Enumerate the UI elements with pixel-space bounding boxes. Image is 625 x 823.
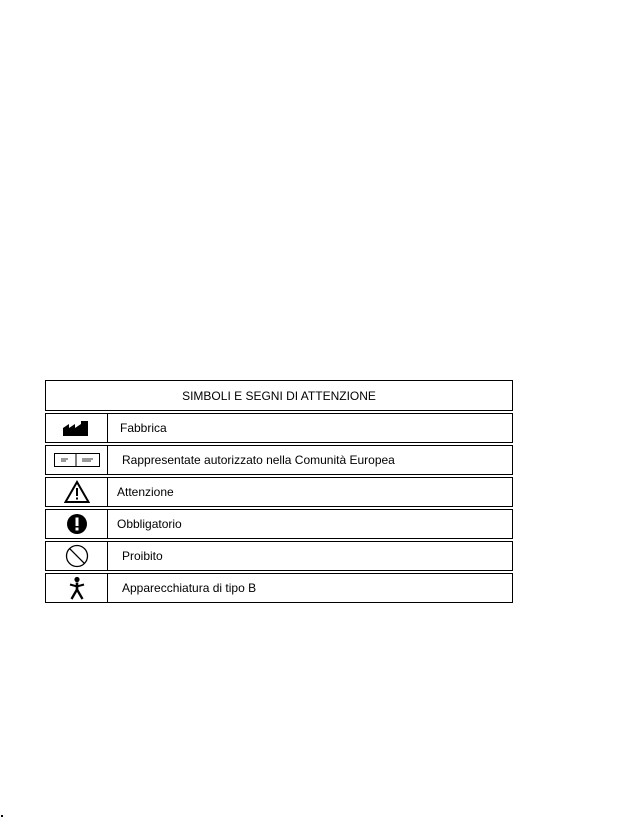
row-label: Obbligatorio — [117, 517, 182, 531]
row-label: Attenzione — [117, 485, 174, 499]
row-label: Apparecchiatura di tipo B — [122, 581, 257, 595]
table-row — [45, 445, 513, 475]
row-label: Fabbrica — [120, 421, 167, 435]
prohibited-icon — [65, 544, 89, 568]
mandatory-icon — [66, 513, 88, 535]
symbols-table — [45, 380, 513, 603]
page-mark — [1, 815, 3, 817]
factory-icon — [62, 419, 92, 437]
row-label: Proibito — [122, 549, 163, 563]
table-title: SIMBOLI E SEGNI DI ATTENZIONE — [45, 380, 513, 411]
table-row — [45, 573, 513, 603]
table-row — [45, 477, 513, 507]
table-row — [45, 413, 513, 443]
type-b-equipment-icon — [68, 576, 86, 600]
warning-triangle-icon — [64, 480, 90, 504]
table-row — [45, 509, 513, 539]
row-label: Rappresentate autorizzato nella Comunità Europea — [122, 453, 395, 467]
table-row — [45, 541, 513, 571]
ec-rep-icon — [54, 453, 100, 467]
